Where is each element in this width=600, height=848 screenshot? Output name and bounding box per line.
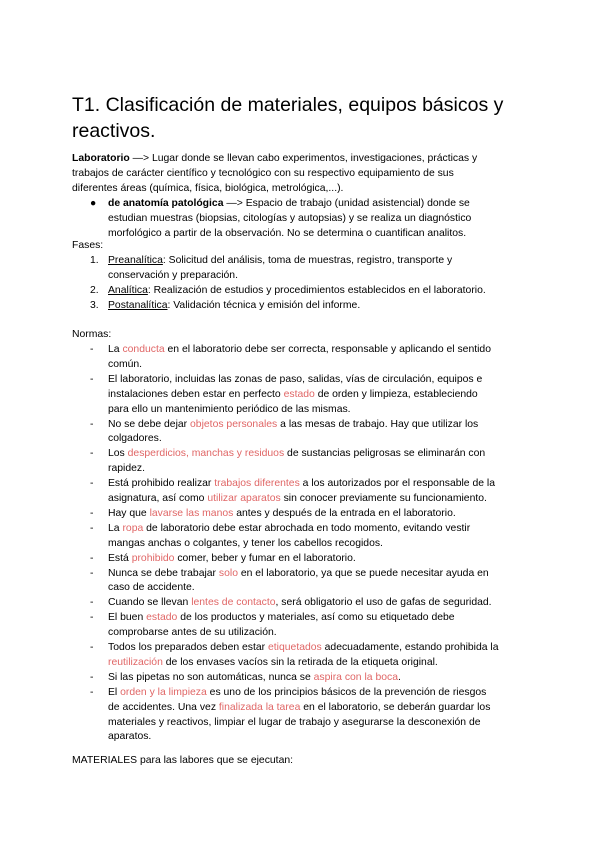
norma-item — [108, 686, 558, 746]
intro-line: trabajos de carácter científico y tecnológico con su respectivo equipamiento de sus — [72, 167, 454, 179]
norma-text: sin conocer previamente su funcionamiento. — [280, 493, 487, 504]
norma-line — [108, 388, 558, 403]
fase-line — [108, 284, 548, 299]
norma-text: en el laboratorio, se deberán guardar los — [300, 701, 491, 713]
norma-dash: - — [90, 612, 94, 624]
norma-line — [108, 596, 558, 611]
norma-text: materiales y reactivos, limpiar el lugar de trabajo y asegurarse la desconexión de — [108, 716, 481, 728]
norma-item — [108, 596, 558, 611]
norma-line — [108, 418, 558, 433]
fase-name: Analítica — [108, 284, 148, 296]
norma-line — [108, 447, 558, 462]
fase-item — [108, 284, 548, 299]
norma-text: rapidez. — [108, 463, 145, 475]
norma-text: Hay que — [108, 507, 150, 519]
norma-text: de sustancias peligrosas se eliminarán con — [284, 448, 486, 460]
norma-item — [108, 343, 558, 373]
norma-text: en el laboratorio, ya que se puede necesitar ayuda en — [237, 567, 489, 579]
norma-line — [108, 686, 558, 701]
highlighted-text: aspira con la boca — [313, 671, 398, 683]
fases-label: Fases: — [72, 240, 104, 251]
page-title: T1. Clasificación de materiales, equipos básicos y reactivos. — [72, 94, 504, 142]
norma-item — [108, 671, 558, 686]
intro-line: diferentes áreas (química, física, biológica, metrológica,...). — [72, 182, 344, 194]
bullet-line — [108, 197, 548, 212]
norma-line — [108, 552, 558, 567]
norma-line — [108, 373, 558, 388]
norma-line — [108, 716, 558, 731]
highlighted-text: desperdicios, manchas y residuos — [127, 448, 285, 460]
norma-line — [108, 343, 558, 358]
norma-dash: - — [90, 507, 94, 519]
bullet-item — [108, 197, 548, 242]
bullet-arrow: —> — [223, 198, 246, 209]
highlighted-text: lavarse las manos — [149, 507, 234, 519]
intro-arrow: —> — [129, 153, 152, 164]
highlighted-text: reutilización — [108, 656, 163, 668]
fase-line: conservación y preparación. — [108, 269, 238, 281]
norma-text: de los envases vacíos sin la retirada de la etiqueta original. — [162, 656, 438, 668]
norma-line — [108, 358, 558, 373]
intro-paragraph — [72, 152, 552, 197]
norma-line — [108, 567, 558, 582]
norma-line — [108, 730, 558, 745]
fase-line — [108, 299, 548, 314]
norma-item — [108, 507, 558, 522]
norma-text: asignatura, así como — [108, 493, 208, 504]
norma-dash: - — [90, 671, 94, 683]
norma-item — [108, 373, 558, 418]
highlighted-text: prohibido — [131, 552, 175, 564]
norma-dash: - — [90, 642, 94, 653]
norma-dash: - — [90, 448, 94, 460]
materiales-heading: MATERIALES para las labores que se ejecutan: — [72, 755, 294, 766]
norma-text: El laboratorio, incluidas las zonas de paso, salidas, vías de circulación, equipos e — [108, 373, 483, 385]
norma-item — [108, 611, 558, 641]
fase-number: 3. — [90, 299, 99, 311]
highlighted-text: estado — [146, 612, 178, 624]
fase-item — [108, 299, 548, 314]
intro-term: Laboratorio — [72, 153, 130, 164]
norma-dash: - — [90, 552, 94, 564]
norma-item — [108, 567, 558, 597]
bullet-marker: ● — [90, 198, 97, 209]
norma-text: de accidentes. Una vez — [108, 701, 219, 713]
norma-item — [108, 447, 558, 477]
norma-text: . — [397, 671, 401, 683]
norma-line — [108, 507, 558, 522]
highlighted-text: solo — [218, 567, 238, 579]
norma-item — [108, 477, 558, 507]
norma-text: para ello un mantenimiento periódico de las mismas. — [108, 403, 351, 415]
fase-number: 1. — [90, 255, 99, 266]
highlighted-text: orden y la limpieza — [120, 686, 207, 698]
norma-text: Nunca se debe trabajar — [108, 567, 219, 579]
norma-text: Está prohibido realizar — [108, 478, 215, 490]
norma-text: de orden y limpieza, estableciendo — [314, 388, 478, 400]
norma-line — [108, 626, 558, 641]
norma-line — [108, 641, 558, 656]
norma-item — [108, 418, 558, 448]
fase-name: Preanalítica — [108, 255, 163, 266]
norma-dash: - — [90, 373, 94, 385]
fase-item — [108, 254, 548, 284]
norma-line — [108, 462, 558, 477]
norma-text: es uno de los principios básicos de la prevención de riesgos — [206, 686, 487, 698]
norma-item — [108, 552, 558, 567]
highlighted-text: trabajos diferentes — [214, 478, 300, 490]
fase-text: : Validación técnica y emisión del informe. — [167, 299, 361, 311]
norma-text: adecuadamente, estando prohibida la — [321, 642, 499, 653]
norma-text: No se debe dejar — [108, 418, 191, 430]
norma-line — [108, 656, 558, 671]
norma-dash: - — [90, 597, 94, 609]
norma-text: de los productos y materiales, así como su etiquetado debe — [177, 612, 455, 624]
norma-text: colgadores. — [108, 433, 162, 445]
highlighted-text: conducta — [122, 344, 165, 355]
norma-line — [108, 403, 558, 418]
fase-text: : Solicitud del análisis, toma de muestras, registro, transporte y — [162, 255, 453, 266]
norma-text: en el laboratorio debe ser correcta, responsable y aplicando el sentido — [164, 344, 491, 355]
norma-dash: - — [90, 478, 94, 490]
norma-text: a las mesas de trabajo. Hay que utilizar los — [277, 418, 479, 430]
normas-label: Normas: — [72, 329, 112, 340]
norma-text: La — [108, 344, 123, 355]
norma-text: Todos los preparados deben estar — [108, 642, 269, 653]
highlighted-text: estado — [283, 388, 315, 400]
norma-text: Los — [108, 448, 128, 460]
bullet-text: Espacio de trabajo (unidad asistencial) donde se — [245, 198, 470, 209]
norma-line — [108, 537, 558, 552]
highlighted-text: utilizar aparatos — [207, 493, 281, 504]
norma-text: comprobarse antes de su utilización. — [108, 627, 277, 639]
norma-text: Cuando se llevan — [108, 597, 192, 609]
intro-line — [72, 152, 552, 167]
intro-text: Lugar donde se llevan cabo experimentos, investigaciones, prácticas y — [151, 153, 478, 164]
norma-dash: - — [90, 344, 94, 355]
norma-line — [108, 477, 558, 492]
fase-name: Postanalítica — [108, 299, 168, 311]
norma-text: Está — [108, 552, 132, 564]
norma-line — [108, 701, 558, 716]
highlighted-text: finalizada la tarea — [218, 701, 301, 713]
norma-line — [108, 611, 558, 626]
norma-text: Si las pipetas no son automáticas, nunca se — [108, 671, 314, 683]
norma-text: instalaciones deben estar en perfecto — [108, 388, 284, 400]
norma-line — [108, 581, 558, 596]
norma-text: mangas anchas o colgantes, y tener los cabellos recogidos. — [108, 537, 383, 549]
highlighted-text: etiquetados — [268, 642, 322, 653]
norma-text: antes y después de la entrada en el laboratorio. — [233, 507, 456, 519]
norma-text: de laboratorio debe estar abrochada en todo momento, evitando vestir — [143, 522, 471, 534]
highlighted-text: ropa — [122, 522, 144, 534]
norma-text: a los autorizados por el responsable de la — [299, 478, 496, 490]
norma-line — [108, 492, 558, 507]
bullet-term: de anatomía patológica — [108, 198, 224, 209]
norma-dash: - — [90, 418, 94, 430]
bullet-line: morfológico a partir de la observación. No se determina o cuantifican analitos. — [108, 227, 467, 239]
norma-dash: - — [90, 522, 94, 534]
norma-text: aparatos. — [108, 731, 152, 743]
norma-text: El buen — [108, 612, 147, 624]
norma-line — [108, 671, 558, 686]
norma-line — [108, 432, 558, 447]
fase-text: : Realización de estudios y procedimientos establecidos en el laboratorio. — [147, 284, 486, 296]
bullet-line: estudian muestras (biopsias, citologías y autopsias) y se realiza un diagnóstico — [108, 212, 472, 224]
norma-item — [108, 641, 558, 671]
norma-text: común. — [108, 358, 143, 370]
norma-item — [108, 522, 558, 552]
fase-number: 2. — [90, 284, 99, 296]
norma-text: La — [108, 522, 123, 534]
norma-line — [108, 522, 558, 537]
norma-text: comer, beber y fumar en el laboratorio. — [174, 552, 356, 564]
norma-text: , será obligatorio el uso de gafas de seguridad. — [275, 597, 492, 609]
highlighted-text: lentes de contacto — [191, 597, 276, 609]
norma-text: caso de accidente. — [108, 582, 195, 594]
norma-text: El — [108, 686, 121, 698]
norma-dash: - — [90, 686, 94, 698]
highlighted-text: objetos personales — [190, 418, 278, 430]
fase-line — [108, 254, 548, 269]
norma-dash: - — [90, 567, 94, 579]
